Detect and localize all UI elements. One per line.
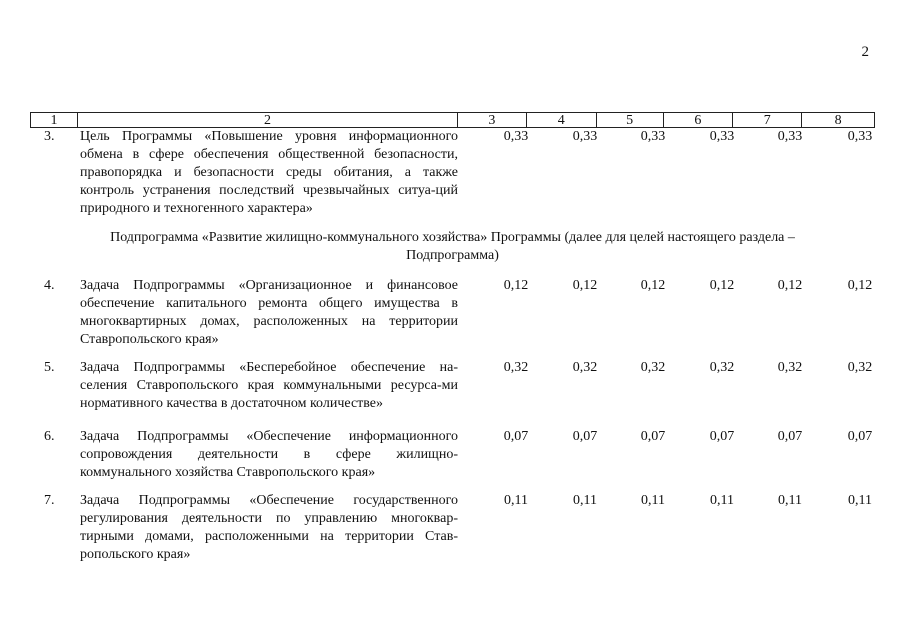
row-description: Задача Подпрограммы «Обеспечение государственного регулирования деятельности по управлению многоквар-тирными домами, расположенными на территории Став-ропольского края» <box>80 493 458 562</box>
row-value-col8: 0,11 <box>848 493 872 508</box>
header-cell-8: 8 <box>801 113 874 127</box>
row-value-col5: 0,11 <box>641 493 665 508</box>
row-value-col8: 0,33 <box>847 129 873 144</box>
row-value-col3: 0,33 <box>503 129 529 144</box>
header-cell-5: 5 <box>596 113 663 127</box>
row-value-col7: 0,33 <box>777 129 803 144</box>
row-value-col7: 0,11 <box>778 493 802 508</box>
row-value-col4: 0,33 <box>572 129 598 144</box>
row-value-col7: 0,07 <box>777 429 803 444</box>
page-number: 2 <box>861 44 869 60</box>
row-value-col4: 0,11 <box>573 493 597 508</box>
header-cell-1: 1 <box>50 113 58 128</box>
table-header-row <box>30 112 875 128</box>
row-value-col7: 0,32 <box>777 360 803 375</box>
row-description: Цель Программы «Повышение уровня информационного обмена в сфере обеспечения общественной безопасности, правопорядка и безопасности среды обитания, а также контроль устранения последствий чрезвычайных ситуа-ций природного и техногенного характера» <box>80 129 458 216</box>
row-value-col6: 0,07 <box>709 429 735 444</box>
row-value-col7: 0,12 <box>777 278 803 293</box>
row-value-col6: 0,32 <box>709 360 735 375</box>
header-cell-3: 3 <box>457 113 526 127</box>
section-title: Подпрограмма «Развитие жилищно-коммунального хозяйства» Программы (далее для целей настоящего раздела – Подпрограмма) <box>110 230 795 263</box>
row-number: 6. <box>44 429 55 444</box>
row-value-col3: 0,11 <box>504 493 528 508</box>
row-number: 4. <box>44 278 55 293</box>
row-value-col6: 0,11 <box>710 493 734 508</box>
row-value-col5: 0,07 <box>640 429 666 444</box>
row-value-col8: 0,07 <box>847 429 873 444</box>
row-value-col5: 0,12 <box>640 278 666 293</box>
row-number: 7. <box>44 493 55 508</box>
header-cell-4: 4 <box>526 113 596 127</box>
row-value-col3: 0,32 <box>503 360 529 375</box>
row-description: Задача Подпрограммы «Обеспечение информационного сопровождения деятельности в сфере жилищно-коммунального хозяйства Ставропольского края» <box>80 429 458 480</box>
header-cell-7: 7 <box>732 113 801 127</box>
row-description: Задача Подпрограммы «Организационное и финансовое обеспечение капитального ремонта общего имущества в многоквартирных домах, расположенных на территории Ставропольского края» <box>80 278 458 347</box>
row-value-col4: 0,07 <box>572 429 598 444</box>
row-value-col8: 0,32 <box>847 360 873 375</box>
header-cell-6: 6 <box>663 113 733 127</box>
row-value-col5: 0,32 <box>640 360 666 375</box>
row-value-col6: 0,33 <box>709 129 735 144</box>
row-value-col6: 0,12 <box>709 278 735 293</box>
row-number: 3. <box>44 129 55 144</box>
row-value-col3: 0,07 <box>503 429 529 444</box>
row-value-col8: 0,12 <box>847 278 873 293</box>
row-value-col4: 0,32 <box>572 360 598 375</box>
row-value-col4: 0,12 <box>572 278 598 293</box>
row-value-col5: 0,33 <box>640 129 666 144</box>
row-description: Задача Подпрограммы «Бесперебойное обеспечение на-селения Ставропольского края коммунальными ресурса-ми нормативного качества в достаточном количестве» <box>80 360 458 411</box>
header-cell-2: 2 <box>77 113 457 127</box>
row-number: 5. <box>44 360 55 375</box>
row-value-col3: 0,12 <box>503 278 529 293</box>
